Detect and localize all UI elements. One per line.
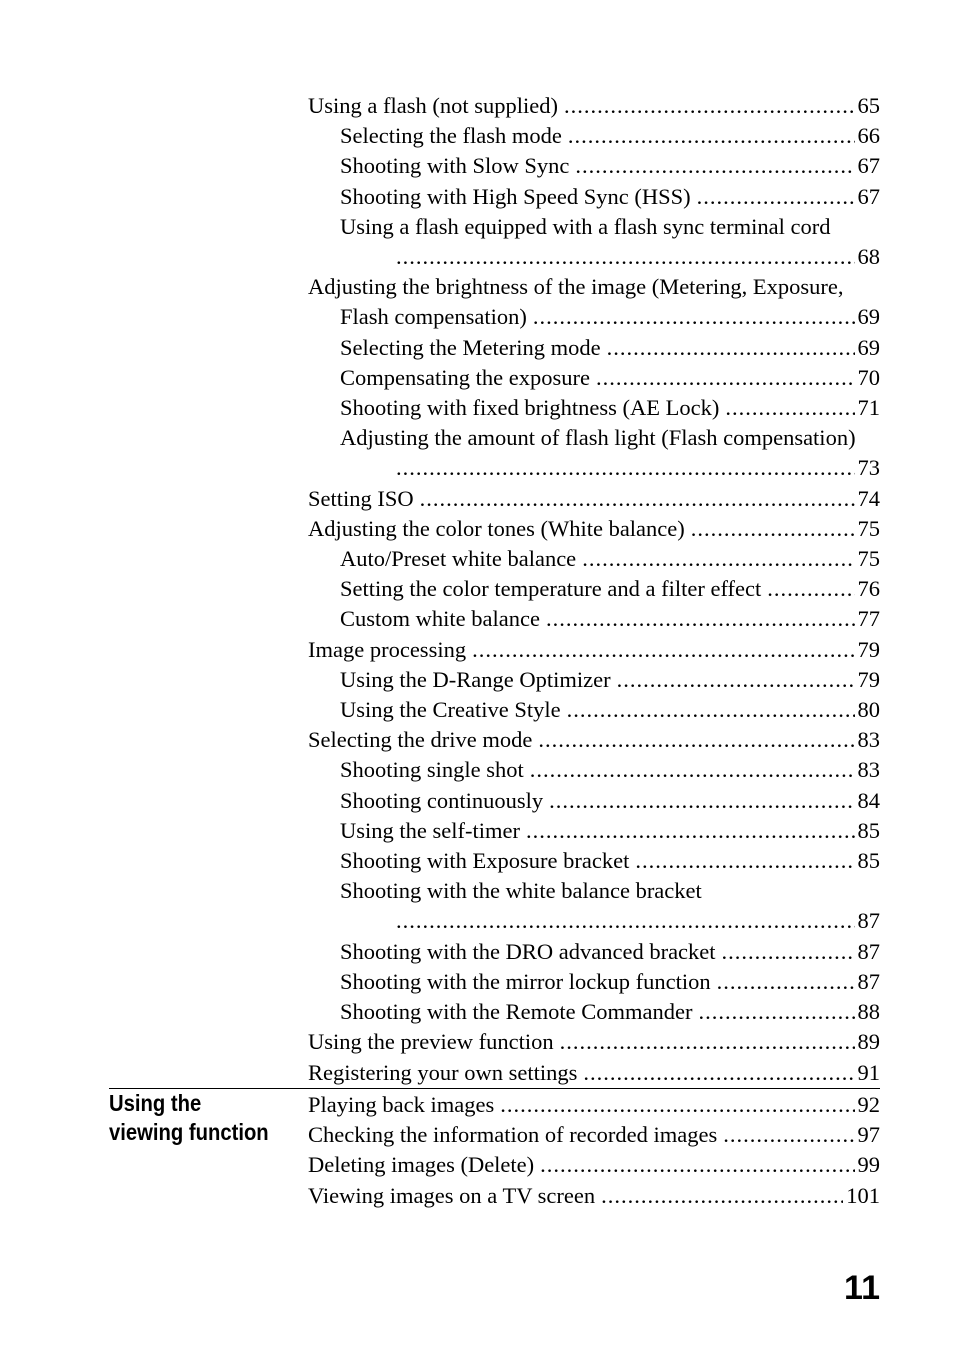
dot-leader xyxy=(530,755,855,785)
toc-entry-page: 85 xyxy=(857,848,880,874)
toc-entry-title: Shooting with Slow Sync xyxy=(340,153,570,179)
toc-entry-title: Adjusting the brightness of the image (Metering, Exposure, xyxy=(308,274,844,300)
toc-entry-title: Adjusting the amount of flash light (Flash compensation) xyxy=(340,425,856,451)
toc-entry-page: 65 xyxy=(857,93,880,118)
toc-entry-title: Using a flash equipped with a flash sync terminal cord xyxy=(340,213,831,239)
toc-entry-page: 99 xyxy=(857,1152,880,1178)
toc-entry xyxy=(308,333,880,363)
toc-entry xyxy=(308,725,880,755)
toc-entry-title: Setting the color temperature and a filter effect xyxy=(340,576,762,602)
toc-entry xyxy=(308,363,880,393)
dot-leader xyxy=(567,695,855,725)
toc-entry xyxy=(308,91,880,121)
toc-entry xyxy=(308,574,880,604)
toc-entry xyxy=(308,121,880,151)
toc-entry xyxy=(308,393,880,423)
toc-entry-page: 79 xyxy=(857,666,880,692)
toc-entry-title: Using the self-timer xyxy=(340,817,520,843)
dot-leader xyxy=(560,1027,855,1057)
dot-leader xyxy=(396,906,855,936)
toc-list xyxy=(308,91,880,1088)
toc-entry-continuation xyxy=(308,242,880,272)
dot-leader xyxy=(617,665,855,695)
toc-entry-page: 79 xyxy=(857,636,880,662)
toc-entry-title: Shooting single shot xyxy=(340,757,524,783)
toc-entry xyxy=(308,212,880,242)
dot-leader xyxy=(575,151,854,181)
toc-entry-title: Using the Creative Style xyxy=(340,697,561,723)
toc-entry-title: Shooting with High Speed Sync (HSS) xyxy=(340,183,691,209)
section-label: Using the viewing function xyxy=(109,1090,269,1145)
toc-entry-title: Compensating the exposure xyxy=(340,364,590,390)
toc-entry-continuation xyxy=(308,906,880,936)
toc-entry-title: Checking the information of recorded images xyxy=(308,1122,718,1148)
toc-entry xyxy=(308,484,880,514)
toc-entry xyxy=(308,182,880,212)
toc-entry xyxy=(308,423,880,453)
toc-entry-page: 83 xyxy=(857,757,880,783)
toc-entry-page: 70 xyxy=(857,364,880,390)
toc-entry-title: Shooting with the Remote Commander xyxy=(340,999,693,1025)
toc-entry xyxy=(308,786,880,816)
toc-entry-page: 92 xyxy=(857,1092,880,1117)
dot-leader xyxy=(396,453,855,483)
toc-entry-title: Custom white balance xyxy=(340,606,540,632)
toc-entry-page: 89 xyxy=(857,1029,880,1055)
toc-entry-page: 88 xyxy=(857,999,880,1025)
dot-leader xyxy=(549,786,854,816)
toc-entry-title: Shooting with the DRO advanced bracket xyxy=(340,938,716,964)
toc-entry xyxy=(308,151,880,181)
toc-entry xyxy=(308,755,880,785)
toc-entry xyxy=(308,816,880,846)
toc-entry-title: Adjusting the color tones (White balance) xyxy=(308,515,685,541)
dot-leader xyxy=(546,604,855,634)
toc-entry xyxy=(308,1181,880,1211)
toc-entry-page: 75 xyxy=(857,515,880,541)
toc-entry xyxy=(308,1027,880,1057)
toc-entry-title: Selecting the Metering mode xyxy=(340,334,601,360)
dot-leader xyxy=(526,816,855,846)
toc-entry-title: Selecting the flash mode xyxy=(340,123,562,149)
toc-entry-title: Selecting the drive mode xyxy=(308,727,533,753)
toc-entry-page: 74 xyxy=(857,485,880,511)
dot-leader xyxy=(725,393,854,423)
toc-entry-page: 87 xyxy=(857,968,880,994)
toc-entry-title: Registering your own settings xyxy=(308,1059,578,1085)
toc-entry-continuation xyxy=(308,302,880,332)
toc-entry-title: Image processing xyxy=(308,636,467,662)
dot-leader xyxy=(596,363,855,393)
dot-leader xyxy=(698,997,854,1027)
toc-entry-title: Using the preview function xyxy=(308,1029,554,1055)
dot-leader xyxy=(635,846,854,876)
toc-entry-page: 71 xyxy=(857,395,880,421)
toc-entry-title: Viewing images on a TV screen xyxy=(308,1182,596,1208)
toc-entry xyxy=(308,544,880,574)
toc-entry-page: 101 xyxy=(846,1182,880,1208)
dot-leader xyxy=(472,635,854,665)
toc-entry-page: 66 xyxy=(857,123,880,149)
dot-leader xyxy=(540,1150,854,1180)
toc-entry-page: 85 xyxy=(857,817,880,843)
dot-leader xyxy=(533,302,855,332)
dot-leader xyxy=(717,967,855,997)
toc-entry-title: Using a flash (not supplied) xyxy=(308,93,558,118)
toc-section-list xyxy=(308,1090,880,1211)
dot-leader xyxy=(568,121,855,151)
toc-entry-page: 73 xyxy=(857,455,880,481)
toc-entry-title: Deleting images (Delete) xyxy=(308,1152,535,1178)
toc-entry-title: Setting ISO xyxy=(308,485,414,511)
toc-entry xyxy=(308,997,880,1027)
dot-leader xyxy=(697,182,855,212)
toc-entry-page: 91 xyxy=(857,1059,880,1085)
toc-entry xyxy=(308,272,880,302)
toc-entry xyxy=(308,604,880,634)
toc-entry-title: Playing back images xyxy=(308,1092,495,1117)
dot-leader xyxy=(538,725,854,755)
toc-entry-page: 97 xyxy=(857,1122,880,1148)
toc-entry-page: 83 xyxy=(857,727,880,753)
toc-entry xyxy=(308,514,880,544)
toc-entry-title: Shooting with the mirror lockup function xyxy=(340,968,711,994)
toc-entry-title: Auto/Preset white balance xyxy=(340,546,577,572)
toc-entry-title: Shooting with the white balance bracket xyxy=(340,878,702,904)
dot-leader xyxy=(420,484,855,514)
dot-leader xyxy=(601,1181,843,1211)
dot-leader xyxy=(723,1120,854,1150)
dot-leader xyxy=(564,91,855,121)
toc-entry-page: 67 xyxy=(857,183,880,209)
dot-leader xyxy=(582,544,854,574)
toc-entry xyxy=(308,1120,880,1150)
toc-entry-title: Shooting continuously xyxy=(340,787,544,813)
toc-entry-page: 80 xyxy=(857,697,880,723)
toc-entry-title: Using the D-Range Optimizer xyxy=(340,666,611,692)
dot-leader xyxy=(607,333,855,363)
toc-entry xyxy=(308,967,880,997)
toc-entry xyxy=(308,695,880,725)
toc-entry-continuation xyxy=(308,453,880,483)
toc-entry xyxy=(308,635,880,665)
toc-entry xyxy=(308,846,880,876)
toc-entry xyxy=(308,1150,880,1180)
toc-entry xyxy=(308,937,880,967)
toc-entry xyxy=(308,1058,880,1088)
toc-entry-title-cont: Flash compensation) xyxy=(340,304,527,330)
dot-leader xyxy=(500,1090,854,1120)
toc-entry-page: 75 xyxy=(857,546,880,572)
toc-entry-page: 67 xyxy=(857,153,880,179)
dot-leader xyxy=(583,1058,854,1088)
toc-entry-page: 69 xyxy=(857,304,880,330)
dot-leader xyxy=(396,242,855,272)
dot-leader xyxy=(691,514,855,544)
toc-entry xyxy=(308,1090,880,1120)
toc-entry-page: 77 xyxy=(857,606,880,632)
toc-entry xyxy=(308,665,880,695)
toc-entry-page: 69 xyxy=(857,334,880,360)
toc-entry-page: 87 xyxy=(857,908,880,934)
page-number: 11 xyxy=(844,1269,880,1307)
toc-entry xyxy=(308,876,880,906)
toc-entry-page: 76 xyxy=(857,576,880,602)
toc-entry-page: 68 xyxy=(857,244,880,270)
toc-entry-title: Shooting with fixed brightness (AE Lock) xyxy=(340,395,720,421)
toc-entry-page: 84 xyxy=(857,787,880,813)
toc-entry-page: 87 xyxy=(857,938,880,964)
dot-leader xyxy=(722,937,855,967)
dot-leader xyxy=(767,574,854,604)
toc-entry-title: Shooting with Exposure bracket xyxy=(340,848,630,874)
